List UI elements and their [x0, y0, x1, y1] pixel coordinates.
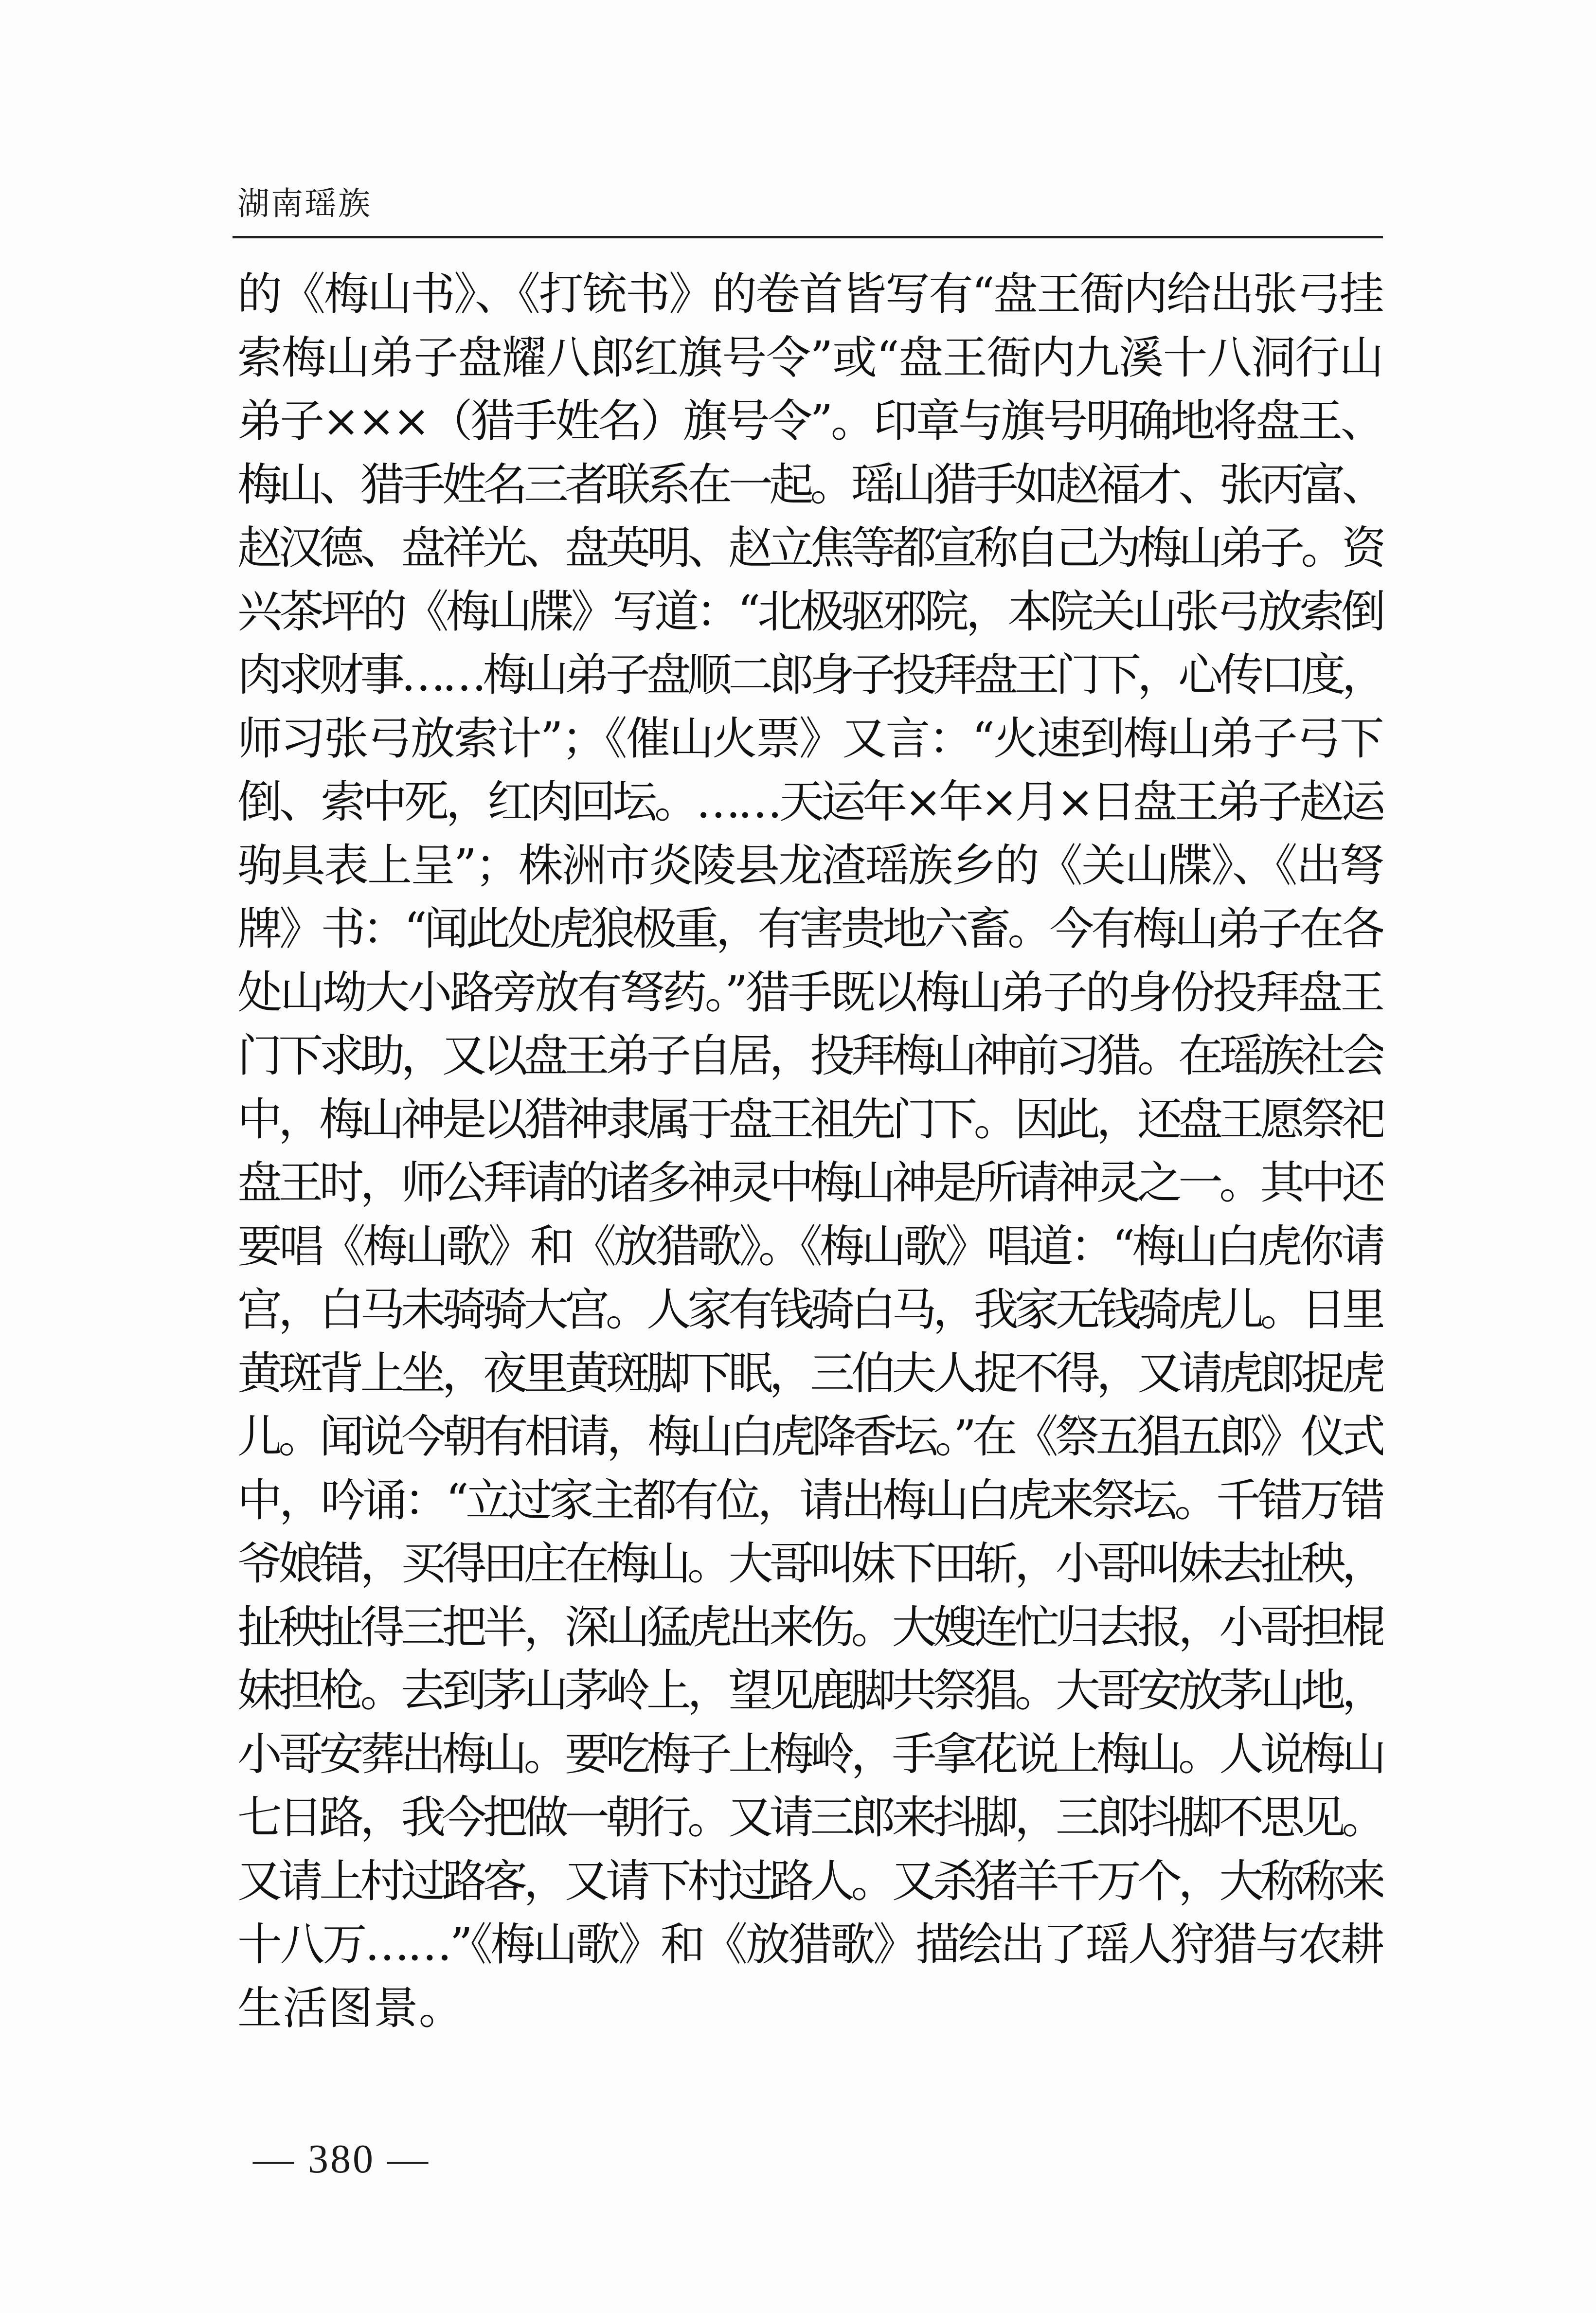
text-line: 索梅山弟子盘耀八郎红旗号令”或“盘王衙内九溪十八洞行山 [237, 331, 1383, 384]
text-line: 处山坳大小路旁放有弩药。”猎手既以梅山弟子的身份投拜盘王 [237, 966, 1383, 1019]
text-line: 门下求助，又以盘王弟子自居，投拜梅山神前习猎。在瑶族社会 [237, 1030, 1383, 1082]
text-line: 十八万……”《梅山歌》和《放猎歌》描绘出了瑶人狩猎与农耕 [237, 1919, 1383, 1971]
text-line: 生活图景。 [237, 1982, 465, 2034]
text-line: 要唱《梅山歌》和《放猎歌》。《梅山歌》唱道：“梅山白虎你请 [237, 1220, 1383, 1273]
text-line: 赵汉德、盘祥光、盘英明、赵立焦等都宣称自己为梅山弟子。资 [237, 522, 1383, 574]
text-line: 的《梅山书》、《打铳书》的卷首皆写有“盘王衙内给出张弓挂 [237, 268, 1383, 320]
body-paragraph [237, 263, 1383, 2040]
text-line: 妹担枪。去到茅山茅岭上，望见鹿脚共祭猖。大哥安放茅山地， [237, 1665, 1383, 1717]
text-line: 肉求财事……梅山弟子盘顺二郎身子投拜盘王门下，心传口度， [237, 649, 1383, 701]
text-line: 又请上村过路客，又请下村过路人。又杀猪羊千万个，大称称来 [237, 1855, 1383, 1907]
text-line: 梅山、猎手姓名三者联系在一起。瑶山猎手如赵福才、张丙富、 [237, 458, 1383, 511]
running-header-title: 湖南瑶族 [237, 185, 372, 222]
text-line: 兴茶坪的《梅山牒》写道：“北极驱邪院，本院关山张弓放索倒 [237, 585, 1383, 638]
text-line: 宫，白马未骑骑大宫。人家有钱骑白马，我家无钱骑虎儿。日里 [237, 1284, 1383, 1336]
text-line: 牌》书：“闻此处虎狼极重，有害贵地六畜。今有梅山弟子在各 [237, 903, 1383, 955]
page-number: — 380 — [253, 2136, 430, 2182]
text-line: 黄斑背上坐，夜里黄斑脚下眠，三伯夫人捉不得，又请虎郎捉虎 [237, 1347, 1383, 1399]
text-line: 爷娘错，买得田庄在梅山。大哥叫妹下田斩，小哥叫妹去扯秧， [237, 1538, 1383, 1590]
text-line: 中，吟诵：“立过家主都有位，请出梅山白虎来祭坛。千错万错 [237, 1474, 1383, 1526]
text-line: 扯秧扯得三把半，深山猛虎出来伤。大嫂连忙归去报，小哥担棍 [237, 1601, 1383, 1653]
text-line: 盘王时，师公拜请的诸多神灵中梅山神是所请神灵之一。其中还 [237, 1157, 1383, 1209]
text-line: 儿。闻说今朝有相请，梅山白虎降香坛。”在《祭五猖五郎》仪式 [237, 1411, 1383, 1463]
text-line: 中，梅山神是以猎神隶属于盘王祖先门下。因此，还盘王愿祭祀 [237, 1093, 1383, 1146]
text-line: 驹具表上呈”；株洲市炎陵县龙渣瑶族乡的《关山牒》、《出弩 [237, 839, 1383, 892]
text-line: 七日路，我今把做一朝行。又请三郎来抖脚，三郎抖脚不思见。 [237, 1792, 1383, 1844]
text-line: 倒、索中死，红肉回坛。……天运年×年×月×日盘王弟子赵运 [237, 776, 1383, 828]
text-line: 弟子×××（猎手姓名）旗号令”。印章与旗号明确地将盘王、 [237, 395, 1383, 447]
header-divider [233, 236, 1383, 238]
text-line: 小哥安葬出梅山。要吃梅子上梅岭，手拿花说上梅山。人说梅山 [237, 1728, 1383, 1780]
text-line: 师习张弓放索计”；《催山火票》又言：“火速到梅山弟子弓下 [237, 712, 1383, 765]
